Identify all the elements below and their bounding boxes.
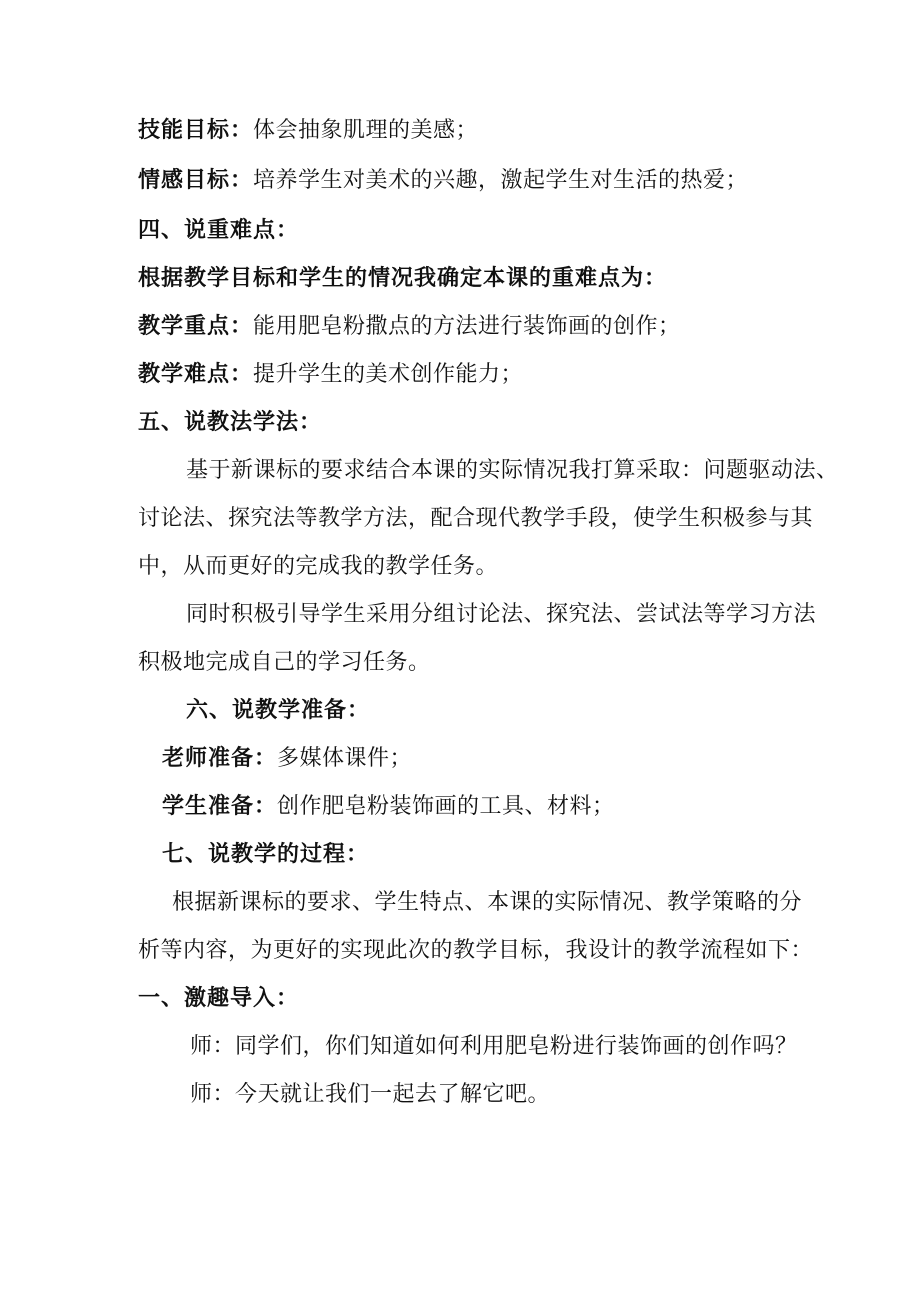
- methods-paragraph-line-1: 基于新课标的要求结合本课的实际情况我打算采取：问题驱动法、: [186, 458, 839, 483]
- emotion-goal-label: 情感目标：: [138, 168, 254, 193]
- section-5-heading: 五、说教法学法：: [138, 410, 323, 435]
- skill-goal-label: 技能目标：: [138, 118, 254, 143]
- section-6-heading: 六、说教学准备：: [186, 698, 371, 723]
- process-paragraph-line-1: 根据新课标的要求、学生特点、本课的实际情况、教学策略的分: [172, 890, 803, 915]
- teaching-focus-label: 教学重点：: [138, 314, 254, 339]
- methods-paragraph-line-3: 中，从而更好的完成我的教学任务。: [138, 554, 499, 579]
- teacher-prep-label: 老师准备：: [162, 746, 278, 771]
- teacher-question-line: 师：同学们，你们知道如何利用肥皂粉进行装饰画的创作吗？: [190, 1034, 798, 1059]
- teacher-prep-text: 多媒体课件；: [277, 746, 413, 771]
- step-1-heading: 一、激趣导入：: [138, 986, 300, 1011]
- teaching-difficulty-text: 提升学生的美术创作能力；: [253, 362, 524, 387]
- section-7-heading: 七、说教学的过程：: [162, 842, 370, 867]
- skill-goal-line: [138, 116, 478, 146]
- emotion-goal-text: 培养学生对美术的兴趣，激起学生对生活的热爱；: [253, 168, 749, 193]
- learning-paragraph-line-2: 积极地完成自己的学习任务。: [138, 650, 431, 675]
- key-points-intro: 根据教学目标和学生的情况我确定本课的重难点为：: [138, 266, 668, 291]
- section-4-heading: 四、说重难点：: [138, 218, 300, 243]
- teaching-focus-text: 能用肥皂粉撒点的方法进行装饰画的创作；: [253, 314, 681, 339]
- teacher-closing-line: 师：今天就让我们一起去了解它吧。: [190, 1082, 551, 1107]
- student-prep-line: [162, 792, 615, 822]
- skill-goal-text: 体会抽象肌理的美感；: [253, 118, 479, 143]
- learning-paragraph-line-1: 同时积极引导学生采用分组讨论法、探究法、尝试法等学习方法: [186, 602, 817, 627]
- process-paragraph-line-2: 析等内容，为更好的实现此次的教学目标，我设计的教学流程如下：: [138, 938, 814, 963]
- teaching-difficulty-label: 教学难点：: [138, 362, 254, 387]
- teaching-difficulty-line: [138, 360, 523, 390]
- emotion-goal-line: [138, 166, 748, 196]
- methods-paragraph-line-2: 讨论法、探究法等教学方法，配合现代教学手段，使学生积极参与其: [138, 506, 814, 531]
- student-prep-text: 创作肥皂粉装饰画的工具、材料；: [277, 794, 615, 819]
- student-prep-label: 学生准备：: [162, 794, 278, 819]
- teaching-focus-line: [138, 312, 681, 342]
- teacher-prep-line: [162, 744, 412, 774]
